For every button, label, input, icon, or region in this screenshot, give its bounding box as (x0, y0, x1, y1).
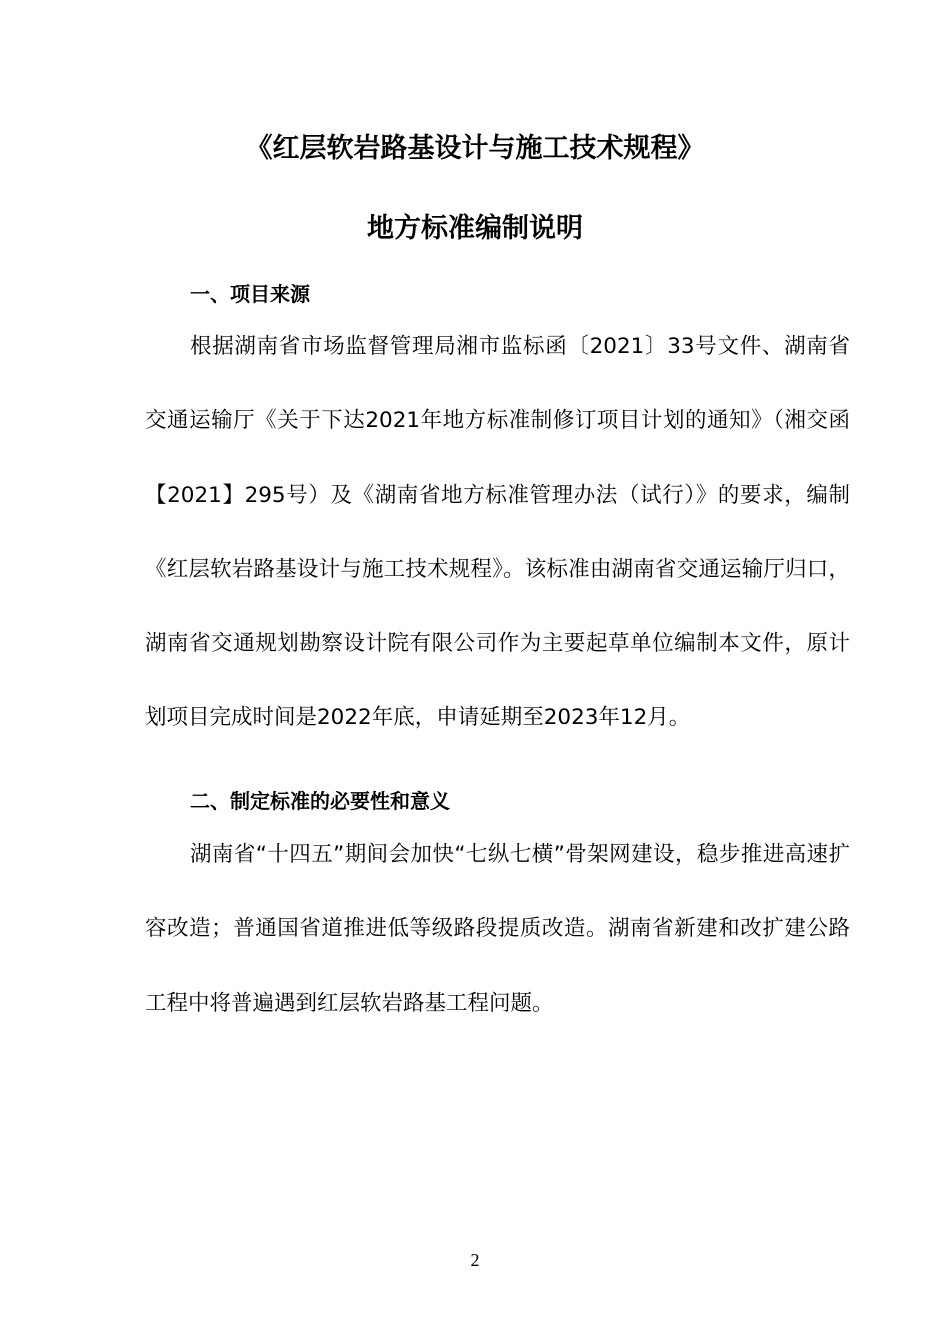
section-heading-project-source: 一、项目来源 (190, 282, 310, 306)
page-number: 2 (470, 1250, 480, 1270)
section-body-project-source: 根据湖南省市场监督管理局湘市监标函〔2021〕33号文件、湖南省交通运输厅《关于下达2021年地方标准制修订项目计划的通知》（湘交函【2021】295号）及《湖南省地方标准管理办法（试行）》的要求，编制《红层软岩路基设计与施工技术规程》。该标准由湖南省交通运输厅归口，湖南省交通规划勘察设计院有限公司作为主要起草单位编制本文件，原计划项目完成时间是2022年底，申请延期至2023年12月。 (145, 334, 850, 731)
document-subtitle: 地方标准编制说明 (367, 213, 583, 244)
document-title: 《红层软岩路基设计与施工技术规程》 (245, 133, 705, 164)
section-heading-necessity: 二、制定标准的必要性和意义 (190, 789, 450, 813)
section-body-necessity: 湖南省“十四五”期间会加快“七纵七横”骨架网建设，稳步推进高速扩容改造；普通国省道推进低等级路段提质改造。湖南省新建和改扩建公路工程中将普遍遇到红层软岩路基工程问题。 (145, 842, 850, 1016)
